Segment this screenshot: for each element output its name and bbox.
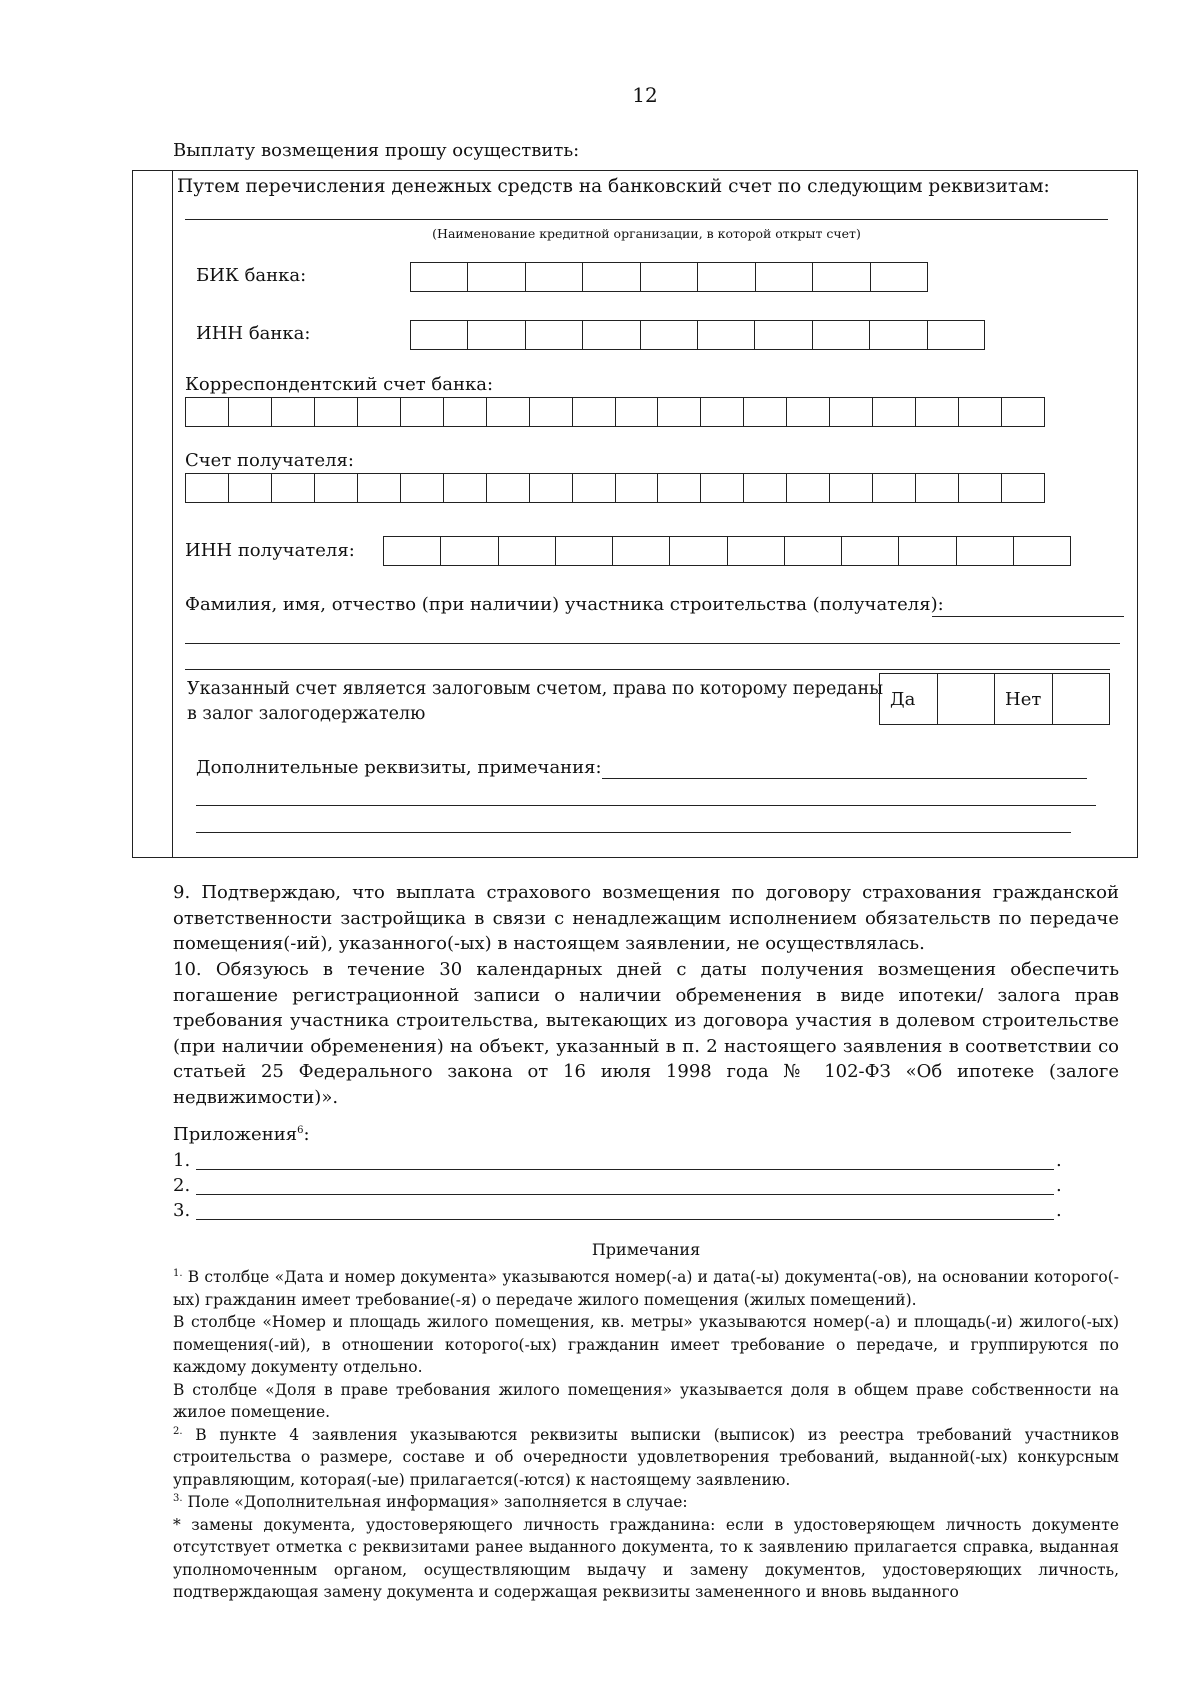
attachment-3-number: 3.: [173, 1200, 191, 1221]
yes-checkbox[interactable]: [938, 674, 996, 724]
note-2: [173, 1424, 1119, 1492]
frame-inner-border: [172, 170, 173, 858]
bik-label: БИК банка:: [196, 265, 307, 286]
payment-intro: Выплату возмещения прошу осуществить:: [173, 140, 580, 161]
inn-recipient-label: ИНН получателя:: [185, 540, 355, 561]
no-label: Нет: [995, 674, 1053, 724]
extra-details-field-3[interactable]: [196, 832, 1071, 833]
item-9-text: 9. Подтверждаю, что выплата страхового возмещения по договору страхования гражданской ответственности застройщика в связи с ненадлежащим исполнением обязательств по передаче помещения(-ий), указанного(-ых) в настоящем заявлении, не осуществлялась.: [173, 882, 1119, 955]
note-3-ref: 3.: [173, 1492, 183, 1504]
inn-bank-cells[interactable]: [410, 320, 985, 350]
bank-name-field[interactable]: [185, 219, 1108, 220]
pledge-text-line1: Указанный счет является залоговым счетом, права по которому переданы: [187, 679, 884, 699]
attachment-3-field[interactable]: [196, 1219, 1054, 1220]
fio-field-3[interactable]: [185, 669, 1110, 670]
note-2-text: В пункте 4 заявления указываются реквизиты выписки (выписок) из реестра требований участников строительства о размере, составе и об очередности удовлетворения требований, выданной(-ых) конкурсным управляющим, которая(-ые) прилагается(-ются) к настоящему заявлению.: [173, 1425, 1119, 1489]
note-1a-text: В столбце «Дата и номер документа» указываются номер(-а) и дата(-ы) документа(-ов), на основании которого(-ых) гражданин имеет требование(-я) о передаче жилого помещения (жилых помещений).: [173, 1268, 1119, 1309]
notes-title: Примечания: [591, 1240, 701, 1259]
page-number: 12: [632, 83, 658, 107]
attachment-2-number: 2.: [173, 1175, 191, 1196]
note-1-ref: 1.: [173, 1267, 183, 1279]
note-1b: В столбце «Номер и площадь жилого помещения, кв. метры» указываются номер(-а) и площадь(-и) жилого(-ых) помещения(-ий), в отношении которого(-ых) гражданин имеет требование о передаче, и группируются по каждому документу отдельно.: [173, 1313, 1119, 1376]
attachments-heading: [173, 1124, 310, 1146]
fio-field-2[interactable]: [185, 643, 1120, 644]
extra-details-field-1[interactable]: [602, 778, 1087, 779]
attachment-2-field[interactable]: [196, 1194, 1054, 1195]
attachments-label: Приложения: [173, 1124, 298, 1145]
notes-body: [173, 1266, 1119, 1604]
attachment-1-field[interactable]: [196, 1169, 1054, 1170]
no-checkbox[interactable]: [1053, 674, 1110, 724]
bank-name-caption: (Наименование кредитной организации, в которой открыт счет): [432, 226, 861, 241]
fio-label: Фамилия, имя, отчество (при наличии) участника строительства (получателя):: [185, 594, 944, 615]
attachment-1-number: 1.: [173, 1150, 191, 1171]
note-2-ref: 2.: [173, 1425, 183, 1437]
note-1c: В столбце «Доля в праве требования жилого помещения» указывается доля в общем праве собственности на жилое помещение.: [173, 1380, 1119, 1421]
extra-details-label: Дополнительные реквизиты, примечания:: [196, 757, 602, 778]
attachment-3-dot: .: [1056, 1200, 1062, 1221]
attachment-1-dot: .: [1056, 1150, 1062, 1171]
fio-field-1[interactable]: [932, 616, 1124, 617]
pledge-text-line2: в залог залогодержателю: [187, 704, 426, 724]
bank-transfer-title: Путем перечисления денежных средств на банковский счет по следующим реквизитам:: [177, 176, 1050, 197]
attachments-colon: :: [303, 1124, 310, 1145]
inn-recipient-cells[interactable]: [383, 536, 1071, 566]
note-1a: [173, 1266, 1119, 1311]
note-3: [173, 1491, 1119, 1514]
pledge-yes-no-table: [879, 673, 1110, 725]
item-10-text: 10. Обязуюсь в течение 30 календарных дней с даты получения возмещения обеспечить погашение регистрационной записи о наличии обременения в виде ипотеки/ залога прав требования участника строительства, вытекающих из договора участия в долевом строительстве (при наличии обременения) на объект, указанный в п. 2 настоящего заявления в соответствии со статьей 25 Федерального закона от 16 июля 1998 года № 102-ФЗ «Об ипотеке (залоге недвижимости)».: [173, 959, 1119, 1108]
bik-cells[interactable]: [410, 262, 928, 292]
note-3-text: Поле «Дополнительная информация» заполняется в случае:: [182, 1493, 688, 1511]
inn-bank-label: ИНН банка:: [196, 323, 311, 344]
attachment-2-dot: .: [1056, 1175, 1062, 1196]
note-3a: * замены документа, удостоверяющего личность гражданина: если в удостоверяющем личность документе отсутствует отметка с реквизитами ранее выданного документа, то к заявлению прилагается справка, выданная уполномоченным органом, осуществляющим выдачу и замену документов, удостоверяющих личность, подтверждающая замену документа и содержащая реквизиты замененного и вновь выданного: [173, 1515, 1119, 1601]
extra-details-field-2[interactable]: [196, 805, 1096, 806]
corr-account-label: Корреспондентский счет банка:: [185, 374, 494, 395]
corr-account-cells[interactable]: [185, 397, 1045, 427]
yes-label: Да: [880, 674, 938, 724]
recipient-account-label: Счет получателя:: [185, 450, 354, 471]
recipient-account-cells[interactable]: [185, 473, 1045, 503]
attachments-footnote-ref: 6: [297, 1125, 304, 1136]
